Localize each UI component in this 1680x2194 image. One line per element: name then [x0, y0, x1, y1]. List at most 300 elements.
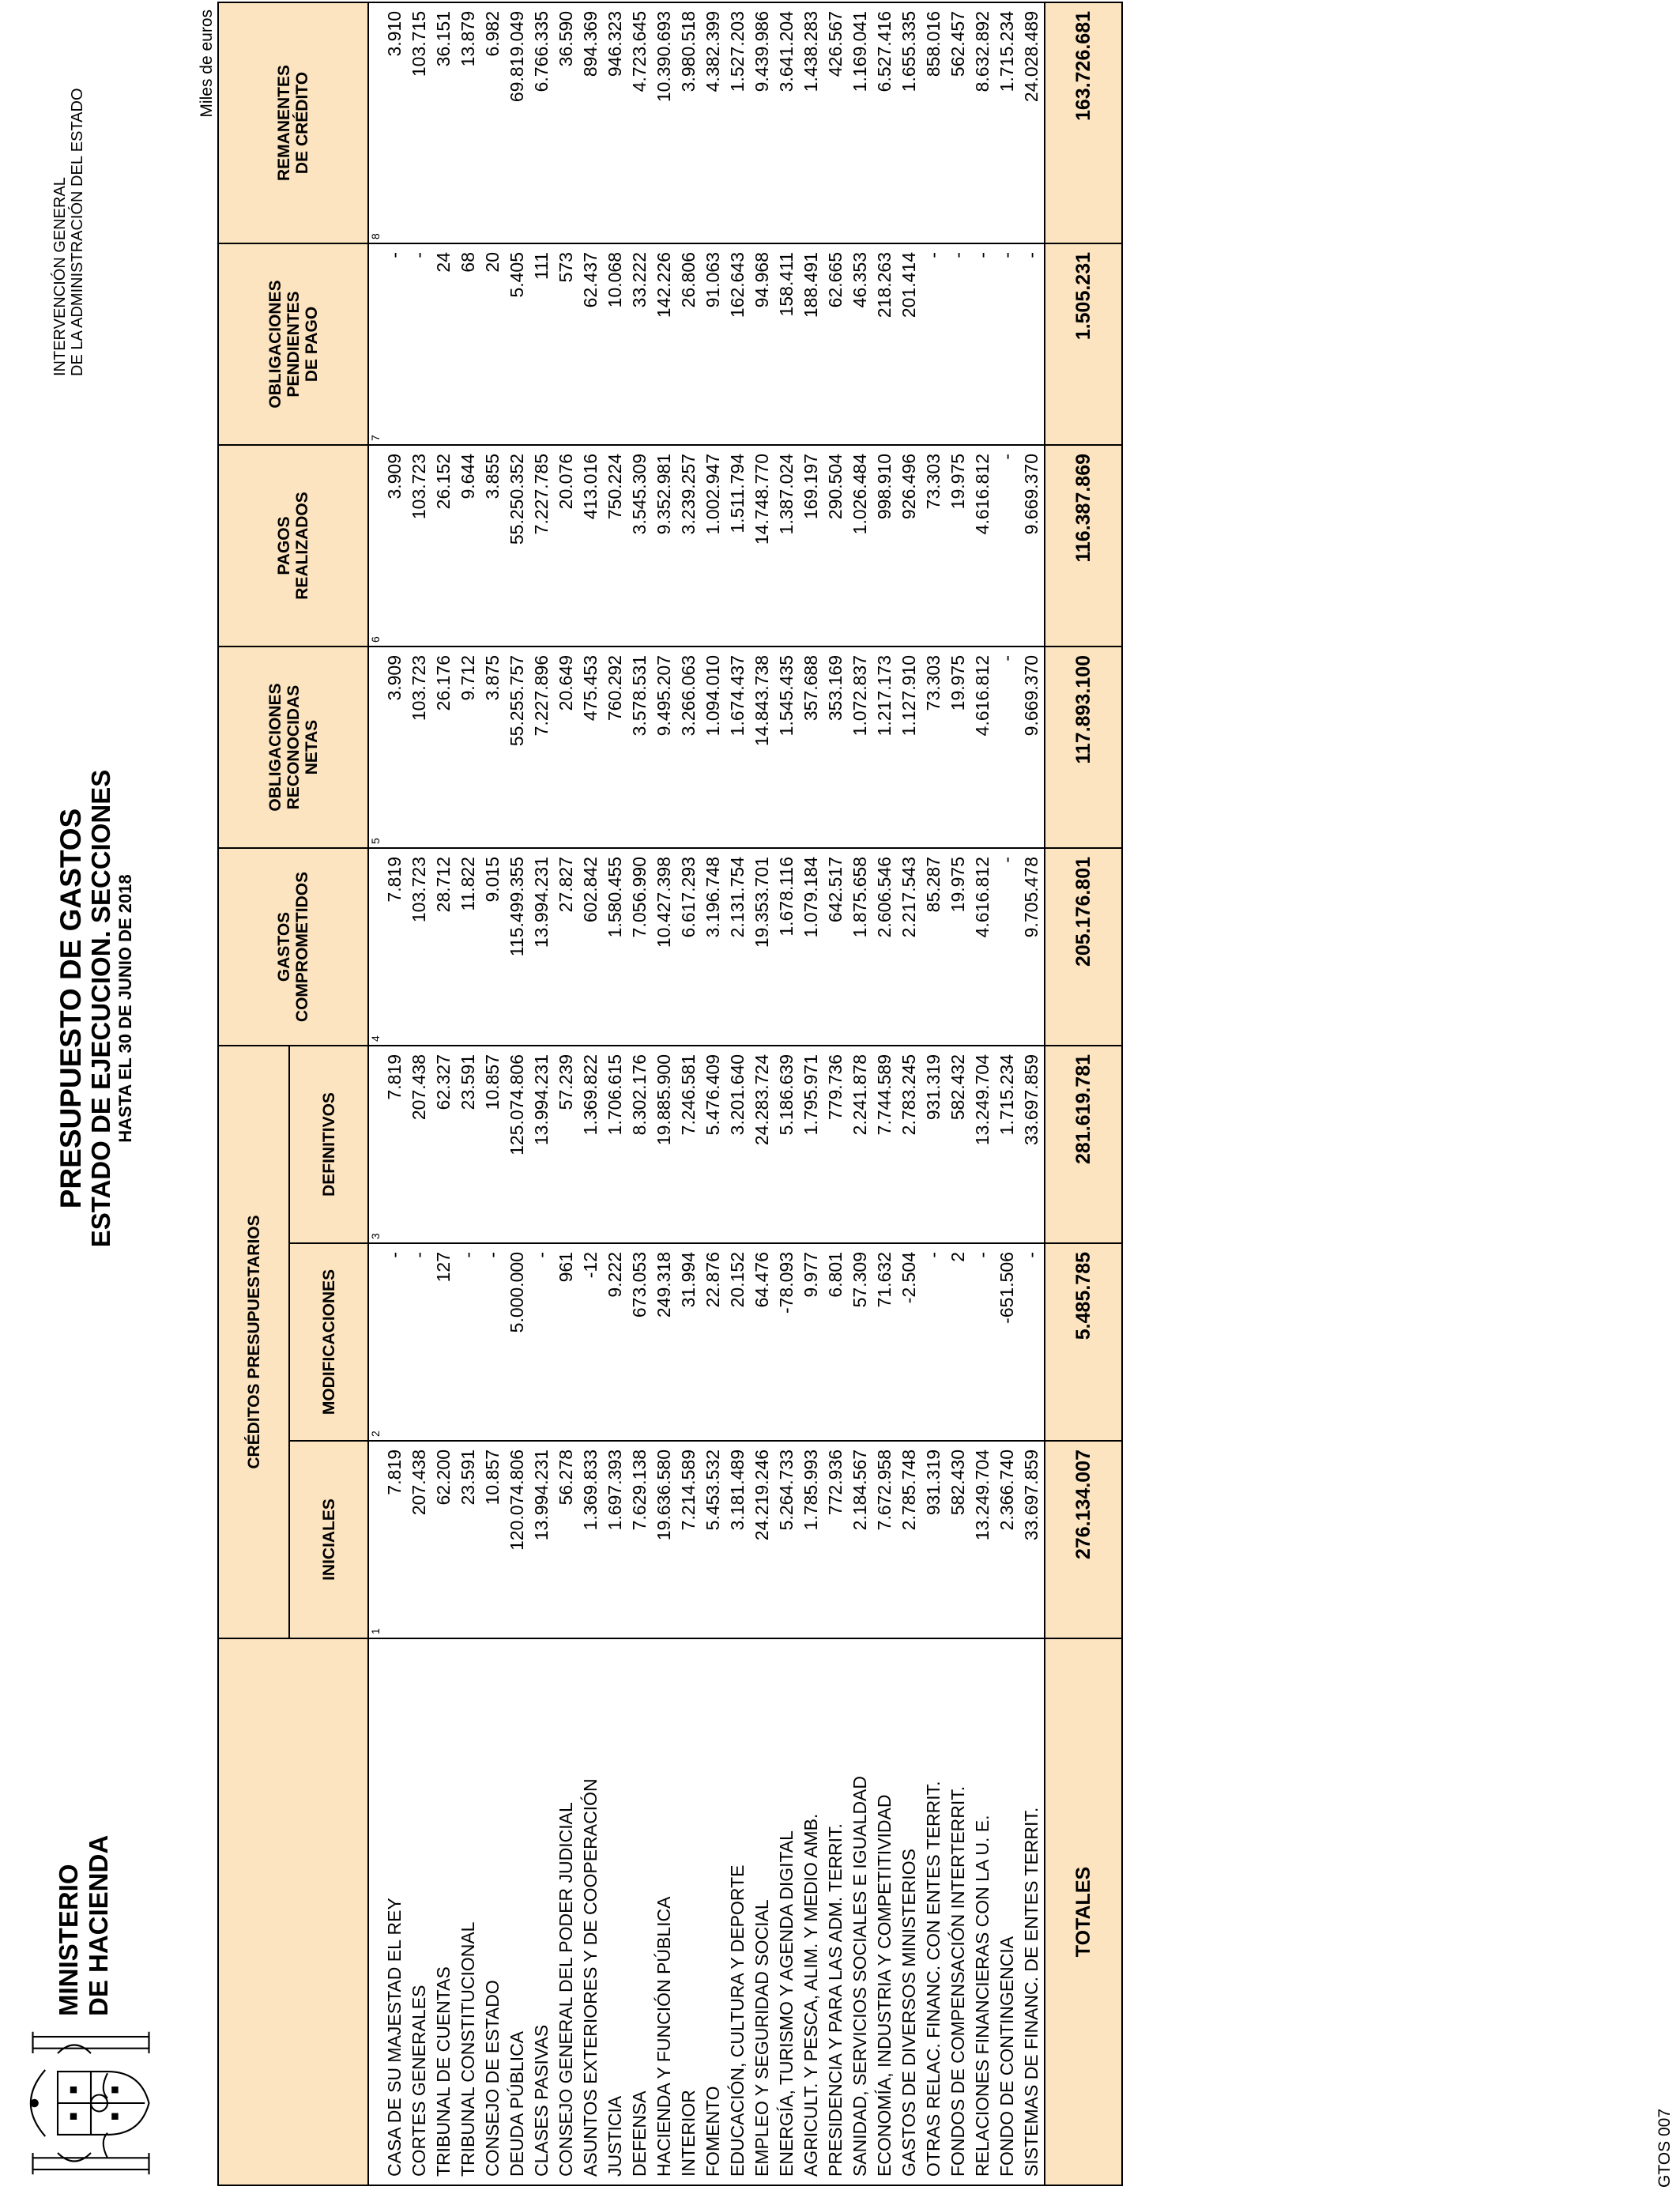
gastos-value: 6.617.293 — [676, 848, 701, 1046]
remanentes-value: 13.879 — [456, 2, 480, 243]
pendientes-value: 573 — [554, 243, 578, 445]
remanentes-value: 3.910 — [382, 2, 407, 243]
remanentes-value: 3.980.518 — [676, 2, 701, 243]
gastos-value: 1.875.658 — [848, 848, 872, 1046]
pagos-header-l1: PAGOS — [275, 516, 293, 575]
definitivos-value: 1.715.234 — [995, 1046, 1019, 1243]
pagos-value: 413.016 — [578, 445, 603, 647]
totals-modificaciones: 5.485.785 — [1045, 1243, 1122, 1441]
table-row — [480, 2, 505, 2185]
obligaciones-value: 103.723 — [407, 647, 431, 848]
pendientes-value: 94.968 — [750, 243, 774, 445]
section-name: EMPLEO Y SEGURIDAD SOCIAL — [750, 1638, 774, 2185]
modificaciones-value: 9.222 — [603, 1243, 627, 1441]
iniciales-value: 1.785.993 — [799, 1441, 823, 1638]
modificaciones-value: - — [382, 1243, 407, 1441]
obligaciones-value: 19.975 — [946, 647, 970, 848]
remanentes-value: 946.323 — [603, 2, 627, 243]
modificaciones-value: -2.504 — [897, 1243, 921, 1441]
obligaciones-value: 1.072.837 — [848, 647, 872, 848]
pagos-value: 750.224 — [603, 445, 627, 647]
definitivos-value: 7.819 — [382, 1046, 407, 1243]
modificaciones-value: - — [921, 1243, 946, 1441]
pagos-value: 3.239.257 — [676, 445, 701, 647]
section-name: TRIBUNAL DE CUENTAS — [431, 1638, 456, 2185]
pendientes-value: 158.411 — [774, 243, 799, 445]
gastos-value: 602.842 — [578, 848, 603, 1046]
gastos-value: 7.819 — [382, 848, 407, 1046]
remanentes-header — [218, 2, 368, 243]
obligaciones-value: 760.292 — [603, 647, 627, 848]
iniciales-value: 1.697.393 — [603, 1441, 627, 1638]
pagos-value: 9.669.370 — [1019, 445, 1045, 647]
pagos-value: 1.026.484 — [848, 445, 872, 647]
pendientes-value: 5.405 — [505, 243, 529, 445]
remanentes-value: 894.369 — [578, 2, 603, 243]
remanentes-value: 1.527.203 — [725, 2, 750, 243]
remanentes-value: 3.641.204 — [774, 2, 799, 243]
table-row — [995, 2, 1019, 2185]
table-row — [774, 2, 799, 2185]
remanentes-value: 1.655.335 — [897, 2, 921, 243]
iniciales-value: 582.430 — [946, 1441, 970, 1638]
iniciales-value: 19.636.580 — [652, 1441, 676, 1638]
remanentes-value: 4.382.399 — [701, 2, 725, 243]
remanentes-value: 6.982 — [480, 2, 505, 243]
remanentes-value: 4.723.645 — [627, 2, 652, 243]
index-cell: 8 — [368, 2, 382, 243]
modificaciones-value: -651.506 — [995, 1243, 1019, 1441]
gastos-value: 2.217.543 — [897, 848, 921, 1046]
gastos-header — [218, 848, 368, 1046]
gastos-value: 7.056.990 — [627, 848, 652, 1046]
ministry-line1: MINISTERIO — [54, 1864, 83, 2016]
obligaciones-value: 3.266.063 — [676, 647, 701, 848]
gastos-value: 1.079.184 — [799, 848, 823, 1046]
pagos-value: 1.002.947 — [701, 445, 725, 647]
remanentes-value: 8.632.892 — [970, 2, 995, 243]
table-row — [676, 2, 701, 2185]
iniciales-value: 10.857 — [480, 1441, 505, 1638]
obligaciones-value: 9.712 — [456, 647, 480, 848]
table-row — [872, 2, 897, 2185]
definitivos-value: 207.438 — [407, 1046, 431, 1243]
modificaciones-value: - — [480, 1243, 505, 1441]
table-row — [652, 2, 676, 2185]
iniciales-header: INICIALES — [289, 1441, 368, 1638]
modificaciones-value: - — [529, 1243, 554, 1441]
definitivos-value: 779.736 — [823, 1046, 848, 1243]
definitivos-value: 7.744.589 — [872, 1046, 897, 1243]
table-row — [701, 2, 725, 2185]
gastos-value: 115.499.355 — [505, 848, 529, 1046]
definitivos-value: 582.432 — [946, 1046, 970, 1243]
modificaciones-value: -78.093 — [774, 1243, 799, 1441]
definitivos-header: DEFINITIVOS — [289, 1046, 368, 1243]
pagos-value: 926.496 — [897, 445, 921, 647]
obligaciones-value: - — [995, 647, 1019, 848]
section-name: AGRICULT. Y PESCA, ALIM. Y MEDIO AMB. — [799, 1638, 823, 2185]
modificaciones-value: 249.318 — [652, 1243, 676, 1441]
section-name: PRESIDENCIA Y PARA LAS ADM. TERRIT. — [823, 1638, 848, 2185]
gastos-value: 27.827 — [554, 848, 578, 1046]
section-name: FONDO DE CONTINGENCIA — [995, 1638, 1019, 2185]
table-row — [578, 2, 603, 2185]
pendientes-value: 62.437 — [578, 243, 603, 445]
iniciales-value: 120.074.806 — [505, 1441, 529, 1638]
pagos-value: 1.511.794 — [725, 445, 750, 647]
modificaciones-value: 127 — [431, 1243, 456, 1441]
pendientes-value: 91.063 — [701, 243, 725, 445]
obligaciones-value: 20.649 — [554, 647, 578, 848]
pendientes-value: 62.665 — [823, 243, 848, 445]
pagos-value: 20.076 — [554, 445, 578, 647]
definitivos-value: 5.476.409 — [701, 1046, 725, 1243]
remanentes-value: 10.390.693 — [652, 2, 676, 243]
modificaciones-value: 5.000.000 — [505, 1243, 529, 1441]
obligaciones-value: 4.616.812 — [970, 647, 995, 848]
index-cell: 7 — [368, 243, 382, 445]
table-row — [946, 2, 970, 2185]
table-row — [505, 2, 529, 2185]
remanentes-value: 24.028.489 — [1019, 2, 1045, 243]
units-label: Miles de euros — [198, 9, 216, 118]
section-header-cell — [218, 1638, 368, 2185]
remanentes-value: 562.457 — [946, 2, 970, 243]
gastos-value: 642.517 — [823, 848, 848, 1046]
pendientes-value: 68 — [456, 243, 480, 445]
pagos-value: 3.909 — [382, 445, 407, 647]
pendientes-value: - — [970, 243, 995, 445]
obligaciones-value: 353.169 — [823, 647, 848, 848]
iniciales-value: 7.214.589 — [676, 1441, 701, 1638]
remanentes-value: 1.169.041 — [848, 2, 872, 243]
iniciales-value: 13.994.231 — [529, 1441, 554, 1638]
obligaciones-value: 1.094.010 — [701, 647, 725, 848]
iniciales-value: 24.219.246 — [750, 1441, 774, 1638]
modificaciones-value: - — [1019, 1243, 1045, 1441]
table-row — [382, 2, 407, 2185]
remanentes-value: 69.819.049 — [505, 2, 529, 243]
remanentes-value: 9.439.986 — [750, 2, 774, 243]
iniciales-value: 931.319 — [921, 1441, 946, 1638]
creditos-group-header: CRÉDITOS PRESUPUESTARIOS — [218, 1046, 289, 1638]
obligaciones-value: 9.495.207 — [652, 647, 676, 848]
table-row — [529, 2, 554, 2185]
totals-row — [1045, 2, 1122, 2185]
budget-table — [217, 2, 1123, 2186]
pendientes-header-l1: OBLIGACIONES — [266, 280, 284, 409]
totals-iniciales: 276.134.007 — [1045, 1441, 1122, 1638]
pendientes-header-l2: PENDIENTES — [284, 291, 303, 398]
pagos-value: 55.250.352 — [505, 445, 529, 647]
pendientes-value: - — [382, 243, 407, 445]
remanentes-value: 1.438.283 — [799, 2, 823, 243]
pendientes-value: 111 — [529, 243, 554, 445]
section-name: CASA DE SU MAJESTAD EL REY — [382, 1638, 407, 2185]
iniciales-value: 7.629.138 — [627, 1441, 652, 1638]
obligaciones-value: 55.255.757 — [505, 647, 529, 848]
iniciales-value: 2.785.748 — [897, 1441, 921, 1638]
obligaciones-value: 475.453 — [578, 647, 603, 848]
section-name: ASUNTOS EXTERIORES Y DE COOPERACIÓN — [578, 1638, 603, 2185]
gastos-value: 11.822 — [456, 848, 480, 1046]
pagos-value: 19.975 — [946, 445, 970, 647]
modificaciones-value: - — [970, 1243, 995, 1441]
iniciales-value: 2.366.740 — [995, 1441, 1019, 1638]
obligaciones-value: 73.303 — [921, 647, 946, 848]
table-row — [921, 2, 946, 2185]
section-name: CLASES PASIVAS — [529, 1638, 554, 2185]
section-name: TRIBUNAL CONSTITUCIONAL — [456, 1638, 480, 2185]
modificaciones-value: 961 — [554, 1243, 578, 1441]
pendientes-value: 26.806 — [676, 243, 701, 445]
definitivos-value: 57.239 — [554, 1046, 578, 1243]
table-row — [1019, 2, 1045, 2185]
modificaciones-value: 64.476 — [750, 1243, 774, 1441]
section-name: SISTEMAS DE FINANC. DE ENTES TERRIT. — [1019, 1638, 1045, 2185]
obligaciones-header-l2: RECONOCIDAS — [284, 684, 303, 810]
obligaciones-header-l1: OBLIGACIONES — [266, 683, 284, 812]
definitivos-value: 62.327 — [431, 1046, 456, 1243]
ministry-name — [54, 1835, 114, 2016]
modificaciones-value: 9.977 — [799, 1243, 823, 1441]
gastos-header-l2: COMPROMETIDOS — [293, 871, 311, 1023]
pendientes-value: 10.068 — [603, 243, 627, 445]
iniciales-value: 5.264.733 — [774, 1441, 799, 1638]
pagos-value: 9.644 — [456, 445, 480, 647]
section-name: CORTES GENERALES — [407, 1638, 431, 2185]
iniciales-value: 2.184.567 — [848, 1441, 872, 1638]
pagos-value: 14.748.770 — [750, 445, 774, 647]
section-name: GASTOS DE DIVERSOS MINISTERIOS — [897, 1638, 921, 2185]
iniciales-value: 23.591 — [456, 1441, 480, 1638]
index-cell: 1 — [368, 1441, 382, 1638]
section-name: FOMENTO — [701, 1638, 725, 2185]
modificaciones-value: 57.309 — [848, 1243, 872, 1441]
definitivos-value: 5.186.639 — [774, 1046, 799, 1243]
pagos-value: 3.855 — [480, 445, 505, 647]
pendientes-value: - — [1019, 243, 1045, 445]
pendientes-header — [218, 243, 368, 445]
obligaciones-header — [218, 647, 368, 848]
table-row — [848, 2, 872, 2185]
index-cell: 2 — [368, 1243, 382, 1441]
table-row — [799, 2, 823, 2185]
obligaciones-value: 1.127.910 — [897, 647, 921, 848]
pagos-value: 169.197 — [799, 445, 823, 647]
definitivos-value: 13.249.704 — [970, 1046, 995, 1243]
pagos-value: 290.504 — [823, 445, 848, 647]
report-code: GTOS 007 — [1656, 2109, 1674, 2188]
ministry-line2: DE HACIENDA — [84, 1834, 113, 2016]
modificaciones-value: 6.801 — [823, 1243, 848, 1441]
obligaciones-value: 7.227.896 — [529, 647, 554, 848]
iniciales-value: 62.200 — [431, 1441, 456, 1638]
totals-pagos: 116.387.869 — [1045, 445, 1122, 647]
report-title — [55, 692, 136, 1325]
pendientes-value: 162.643 — [725, 243, 750, 445]
gastos-value: 19.353.701 — [750, 848, 774, 1046]
pagos-value: 7.227.785 — [529, 445, 554, 647]
index-cell: 3 — [368, 1046, 382, 1243]
pagos-value: 4.616.812 — [970, 445, 995, 647]
pendientes-value: 218.263 — [872, 243, 897, 445]
index-cell: 6 — [368, 445, 382, 647]
remanentes-value: 858.016 — [921, 2, 946, 243]
totals-definitivos: 281.619.781 — [1045, 1046, 1122, 1243]
obligaciones-value: 26.176 — [431, 647, 456, 848]
gastos-value: 9.705.478 — [1019, 848, 1045, 1046]
section-name: RELACIONES FINANCIERAS CON LA U. E. — [970, 1638, 995, 2185]
iniciales-value: 13.249.704 — [970, 1441, 995, 1638]
column-index-row — [368, 2, 382, 2185]
section-name: DEFENSA — [627, 1638, 652, 2185]
index-cell: 4 — [368, 848, 382, 1046]
table-row — [823, 2, 848, 2185]
definitivos-value: 13.994.231 — [529, 1046, 554, 1243]
obligaciones-value: 1.674.437 — [725, 647, 750, 848]
definitivos-value: 2.241.878 — [848, 1046, 872, 1243]
section-name: OTRAS RELAC. FINANC. CON ENTES TERRIT. — [921, 1638, 946, 2185]
modificaciones-value: -12 — [578, 1243, 603, 1441]
obligaciones-value: 3.875 — [480, 647, 505, 848]
org-line1: INTERVENCIÓN GENERAL — [51, 177, 69, 376]
table-body — [368, 2, 1045, 2185]
pagos-value: 26.152 — [431, 445, 456, 647]
gastos-value: 28.712 — [431, 848, 456, 1046]
definitivos-value: 2.783.245 — [897, 1046, 921, 1243]
definitivos-value: 1.369.822 — [578, 1046, 603, 1243]
section-name: HACIENDA Y FUNCIÓN PÚBLICA — [652, 1638, 676, 2185]
section-name: DEUDA PÚBLICA — [505, 1638, 529, 2185]
obligaciones-value: 3.909 — [382, 647, 407, 848]
modificaciones-value: 2 — [946, 1243, 970, 1441]
remanentes-value: 36.590 — [554, 2, 578, 243]
section-name: CONSEJO GENERAL DEL PODER JUDICIAL — [554, 1638, 578, 2185]
gastos-value: 2.131.754 — [725, 848, 750, 1046]
section-name: ECONOMÍA, INDUSTRIA Y COMPETITIVIDAD — [872, 1638, 897, 2185]
section-name: SANIDAD, SERVICIOS SOCIALES E IGUALDAD — [848, 1638, 872, 2185]
table-row — [554, 2, 578, 2185]
pendientes-value: 188.491 — [799, 243, 823, 445]
pagos-value: 998.910 — [872, 445, 897, 647]
definitivos-value: 931.319 — [921, 1046, 946, 1243]
definitivos-value: 24.283.724 — [750, 1046, 774, 1243]
definitivos-value: 3.201.640 — [725, 1046, 750, 1243]
pendientes-value: 20 — [480, 243, 505, 445]
modificaciones-header: MODIFICACIONES — [289, 1243, 368, 1441]
obligaciones-value: 357.688 — [799, 647, 823, 848]
definitivos-value: 10.857 — [480, 1046, 505, 1243]
obligaciones-header-l3: NETAS — [302, 719, 321, 775]
title-line1: PRESUPUESTO DE GASTOS — [55, 808, 87, 1209]
iniciales-value: 3.181.489 — [725, 1441, 750, 1638]
organization — [51, 88, 86, 376]
pagos-header-l2: REALIZADOS — [293, 492, 311, 600]
index-cell-blank — [368, 1638, 382, 2185]
definitivos-value: 125.074.806 — [505, 1046, 529, 1243]
remanentes-header-l1: REMANENTES — [275, 64, 293, 181]
definitivos-value: 1.795.971 — [799, 1046, 823, 1243]
iniciales-value: 7.819 — [382, 1441, 407, 1638]
pendientes-value: 201.414 — [897, 243, 921, 445]
definitivos-value: 19.885.900 — [652, 1046, 676, 1243]
remanentes-value: 36.151 — [431, 2, 456, 243]
table-row — [407, 2, 431, 2185]
iniciales-value: 772.936 — [823, 1441, 848, 1638]
pendientes-value: - — [946, 243, 970, 445]
iniciales-value: 7.672.958 — [872, 1441, 897, 1638]
obligaciones-value: 1.217.173 — [872, 647, 897, 848]
table-row — [627, 2, 652, 2185]
pagos-value: 73.303 — [921, 445, 946, 647]
gastos-value: 4.616.812 — [970, 848, 995, 1046]
title-line3: HASTA EL 30 DE JUNIO DE 2018 — [115, 874, 135, 1143]
totals-pendientes: 1.505.231 — [1045, 243, 1122, 445]
remanentes-value: 103.715 — [407, 2, 431, 243]
table-row — [725, 2, 750, 2185]
pendientes-value: 142.226 — [652, 243, 676, 445]
pendientes-header-l3: DE PAGO — [302, 306, 321, 383]
totals-remanentes: 163.726.681 — [1045, 2, 1122, 243]
table-row — [970, 2, 995, 2185]
title-line2: ESTADO DE EJECUCION. SECCIONES — [86, 769, 115, 1248]
modificaciones-value: - — [456, 1243, 480, 1441]
gastos-value: 1.580.455 — [603, 848, 627, 1046]
obligaciones-value: 1.545.435 — [774, 647, 799, 848]
gastos-value: 85.287 — [921, 848, 946, 1046]
definitivos-value: 7.246.581 — [676, 1046, 701, 1243]
totals-label: TOTALES — [1045, 1638, 1122, 2185]
obligaciones-value: 14.843.738 — [750, 647, 774, 848]
table-row — [750, 2, 774, 2185]
modificaciones-value: 31.994 — [676, 1243, 701, 1441]
iniciales-value: 33.697.859 — [1019, 1441, 1045, 1638]
modificaciones-value: 20.152 — [725, 1243, 750, 1441]
definitivos-value: 1.706.615 — [603, 1046, 627, 1243]
pagos-value: - — [995, 445, 1019, 647]
iniciales-value: 207.438 — [407, 1441, 431, 1638]
section-name: INTERIOR — [676, 1638, 701, 2185]
remanentes-value: 6.766.335 — [529, 2, 554, 243]
iniciales-value: 56.278 — [554, 1441, 578, 1638]
gastos-value: 3.196.748 — [701, 848, 725, 1046]
pagos-value: 103.723 — [407, 445, 431, 647]
section-name: EDUCACIÓN, CULTURA Y DEPORTE — [725, 1638, 750, 2185]
table-row — [456, 2, 480, 2185]
table-row — [897, 2, 921, 2185]
gastos-value: 1.678.116 — [774, 848, 799, 1046]
section-name: ENERGÍA, TURISMO Y AGENDA DIGITAL — [774, 1638, 799, 2185]
definitivos-value: 33.697.859 — [1019, 1046, 1045, 1243]
gastos-value: 2.606.546 — [872, 848, 897, 1046]
table-row — [603, 2, 627, 2185]
remanentes-value: 6.527.416 — [872, 2, 897, 243]
section-name: FONDOS DE COMPENSACIÓN INTERTERRIT. — [946, 1638, 970, 2185]
pagos-header — [218, 445, 368, 647]
pagos-value: 9.352.981 — [652, 445, 676, 647]
modificaciones-value: 22.876 — [701, 1243, 725, 1441]
iniciales-value: 5.453.532 — [701, 1441, 725, 1638]
obligaciones-value: 9.669.370 — [1019, 647, 1045, 848]
remanentes-value: 426.567 — [823, 2, 848, 243]
pagos-value: 1.387.024 — [774, 445, 799, 647]
remanentes-value: 1.715.234 — [995, 2, 1019, 243]
totals-obligaciones: 117.893.100 — [1045, 647, 1122, 848]
gastos-value: 10.427.398 — [652, 848, 676, 1046]
gastos-value: 13.994.231 — [529, 848, 554, 1046]
